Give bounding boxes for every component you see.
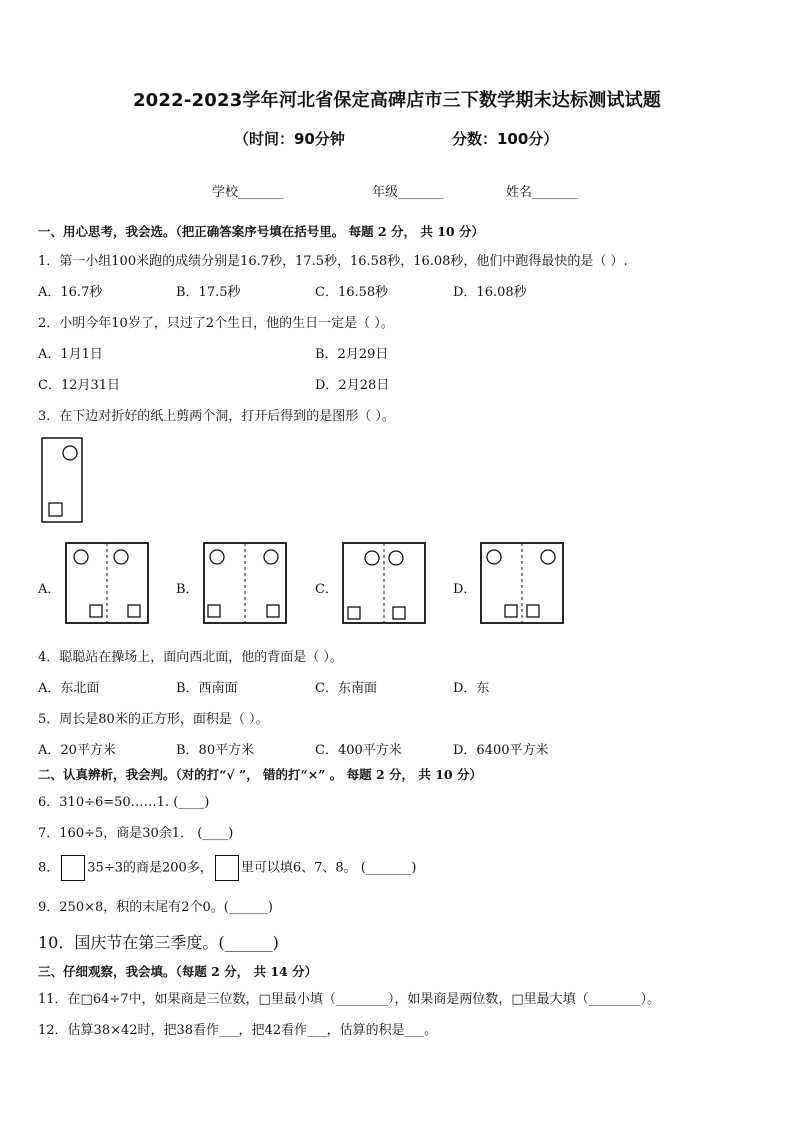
exam-time: （时间：90分钟: [234, 130, 345, 148]
question-8: [38, 855, 416, 881]
q2-option-b[interactable]: B．2月29日: [315, 347, 389, 362]
section2-heading: 二、认真辨析，我会判。（对的打“√ ”， 错的打“×” 。 每题 2 分， 共 10 分）: [38, 767, 482, 782]
grade-field[interactable]: 年级_______: [372, 185, 444, 200]
page-title: 2022-2023学年河北省保定高碑店市三下数学期末达标测试试题: [132, 90, 662, 111]
q3-option-d-label[interactable]: D．: [453, 582, 477, 597]
q5-option-c[interactable]: C．400平方米: [315, 743, 402, 758]
q2-option-d[interactable]: D．2月28日: [315, 378, 390, 393]
question-11: 11．在□64÷7中，如果商是三位数，□里最小填（________），如果商是两位数，□里最大填（________）。: [38, 992, 661, 1007]
q2-option-c[interactable]: C．12月31日: [38, 378, 121, 393]
q5-option-d[interactable]: D．6400平方米: [453, 743, 549, 758]
q8-number: 8．: [38, 860, 60, 876]
question-3: 3．在下边对折好的纸上剪两个洞，打开后得到的是图形（ ）。: [38, 409, 395, 424]
name-field[interactable]: 姓名_______: [506, 185, 578, 200]
q5-option-a[interactable]: A．20平方米: [38, 743, 116, 758]
folded-paper-figure: [40, 436, 86, 526]
question-7: 7．160÷5，商是30余1． (____): [38, 826, 234, 841]
q5-option-b[interactable]: B．80平方米: [176, 743, 255, 758]
question-12: 12．估算38×42时，把38看作___，把42看作___，估算的积是___。: [38, 1023, 438, 1038]
q2-option-a[interactable]: A．1月1日: [38, 347, 103, 362]
section3-heading: 三、仔细观察，我会填。（每题 2 分， 共 14 分）: [38, 964, 318, 979]
question-2: 2．小明今年10岁了，只过了2个生日，他的生日一定是（ ）。: [38, 316, 394, 331]
q3-option-b-label[interactable]: B．: [176, 582, 199, 597]
q8-blank-box-2[interactable]: [215, 855, 239, 881]
section1-heading: 一、用心思考，我会选。（把正确答案序号填在括号里。 每题 2 分， 共 10 分）: [38, 224, 484, 239]
question-6: 6．310÷6=50……1. (____): [38, 795, 210, 810]
question-10: 10．国庆节在第三季度。(______): [38, 933, 279, 952]
q3-option-a-figure[interactable]: [64, 541, 152, 627]
question-9: 9．250×8，积的末尾有2个0。(______): [38, 900, 273, 915]
question-4: 4．聪聪站在操场上，面向西北面，他的背面是（ ）。: [38, 650, 343, 665]
q1-option-a[interactable]: A．16.7秒: [38, 285, 103, 300]
q4-option-d[interactable]: D．东: [453, 681, 490, 696]
school-field[interactable]: 学校_______: [212, 185, 284, 200]
q1-option-c[interactable]: C．16.58秒: [315, 285, 389, 300]
q3-option-b-figure[interactable]: [202, 541, 290, 627]
q3-option-c-label[interactable]: C．: [315, 582, 338, 597]
q3-option-a-label[interactable]: A．: [38, 582, 61, 597]
question-1: 1．第一小组100米跑的成绩分别是16.7秒，17.5秒，16.58秒，16.08秒，他们中跑得最快的是（ ）.: [38, 254, 628, 269]
q1-option-d[interactable]: D．16.08秒: [453, 285, 527, 300]
q3-option-d-figure[interactable]: [479, 541, 567, 627]
q4-option-b[interactable]: B．西南面: [176, 681, 238, 696]
q8-blank-box[interactable]: [61, 855, 85, 881]
q4-option-c[interactable]: C．东南面: [315, 681, 377, 696]
q1-option-b[interactable]: B．17.5秒: [176, 285, 241, 300]
q4-option-a[interactable]: A．东北面: [38, 681, 100, 696]
exam-score: 分数：100分）: [452, 130, 559, 148]
q8-text-2: 里可以填6、7、8。 (_______): [240, 860, 417, 876]
q8-text-1: 35÷3的商是200多，: [87, 860, 213, 876]
q3-option-c-figure[interactable]: [341, 541, 429, 627]
question-5: 5．周长是80米的正方形，面积是（ ）。: [38, 712, 269, 727]
